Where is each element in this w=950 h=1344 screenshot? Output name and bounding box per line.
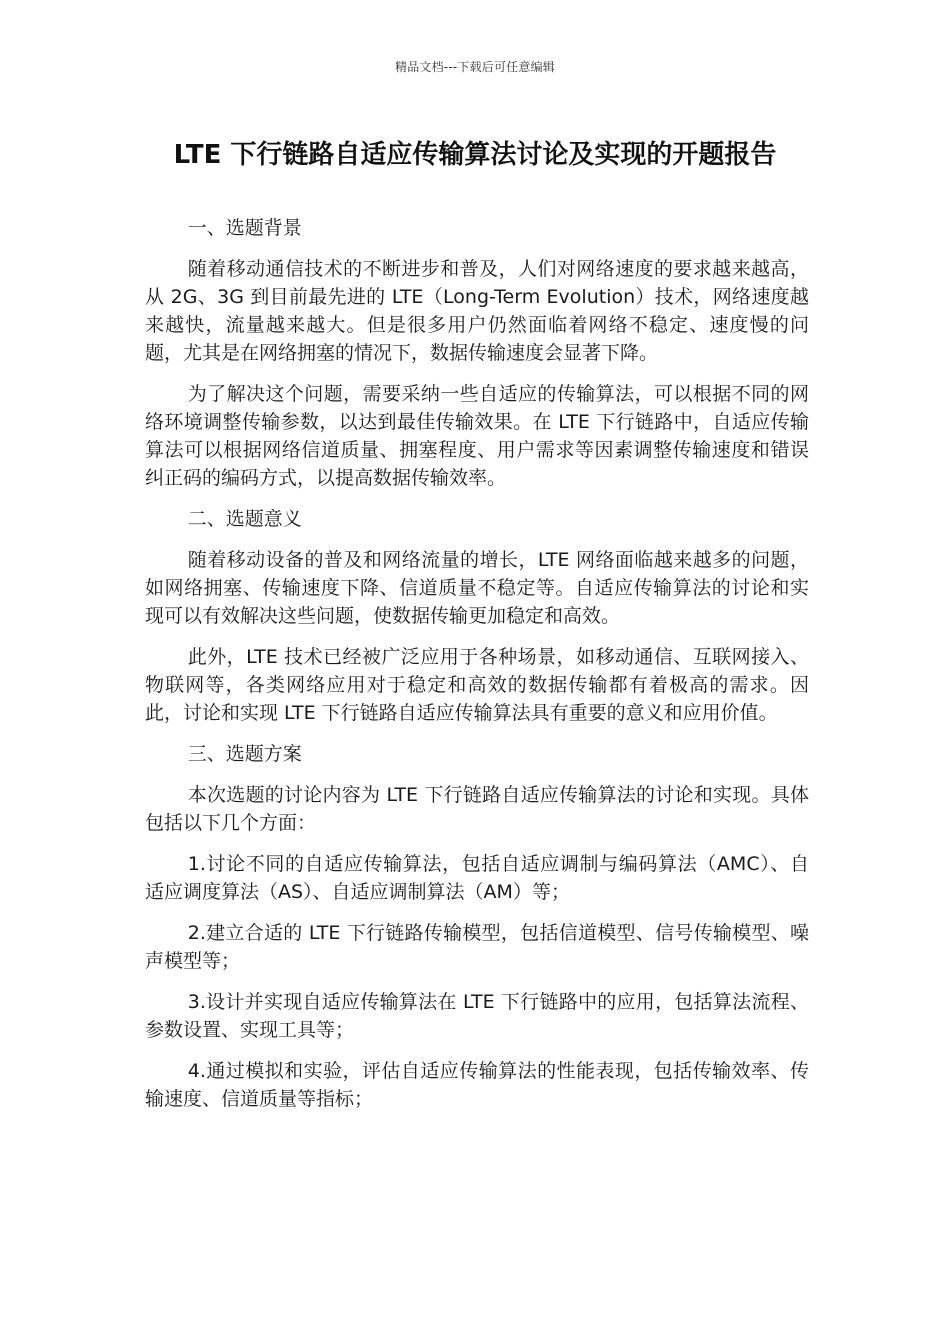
section-heading-significance: 二、选题意义 [187,508,302,530]
list-item: 4.通过模拟和实验，评估自适应传输算法的性能表现，包括传输效率、传输速度、信道质量等指标； [145,1060,809,1110]
paragraph: 随着移动通信技术的不断进步和普及，人们对网络速度的要求越来越高，从 2G、3G 到目前最先进的 LTE（Long-Term Evolution）技术，网络速度越来越快，流量越来越大。但是很多用户仍然面临着网络不稳定、速度慢的问题，尤其是在网络拥塞的情况下，数据传输速度会显著下降。 [145,258,809,364]
paragraph: 此外，LTE 技术已经被广泛应用于各种场景，如移动通信、互联网接入、物联网等，各类网络应用对于稳定和高效的数据传输都有着极高的需求。因此，讨论和实现 LTE 下行链路自适应传输算法具有重要的意义和应用价值。 [145,646,809,724]
paragraph: 本次选题的讨论内容为 LTE 下行链路自适应传输算法的讨论和实现。具体包括以下几个方面： [145,784,809,834]
section-heading-background: 一、选题背景 [187,217,302,239]
document-body [145,214,809,1126]
list-item: 3.设计并实现自适应传输算法在 LTE 下行链路中的应用，包括算法流程、参数设置、实现工具等； [145,991,809,1041]
section-heading-plan: 三、选题方案 [187,743,302,765]
paragraph: 为了解决这个问题，需要采纳一些自适应的传输算法，可以根据不同的网络环境调整传输参数，以达到最佳传输效果。在 LTE 下行链路中，自适应传输算法可以根据网络信道质量、拥塞程度、用户需求等因素调整传输速度和错误纠正码的编码方式，以提高数据传输效率。 [145,383,809,489]
list-item: 2.建立合适的 LTE 下行链路传输模型，包括信道模型、信号传输模型、噪声模型等； [145,922,809,972]
list-item: 1.讨论不同的自适应传输算法，包括自适应调制与编码算法（AMC）、自适应调度算法（AS）、自适应调制算法（AM）等； [145,853,809,903]
document-title: LTE 下行链路自适应传输算法讨论及实现的开题报告 [173,140,777,170]
header-note: 精品文档---下载后可任意编辑 [395,60,555,74]
paragraph: 随着移动设备的普及和网络流量的增长，LTE 网络面临越来越多的问题，如网络拥塞、传输速度下降、信道质量不稳定等。自适应传输算法的讨论和实现可以有效解决这些问题，使数据传输更加稳定和高效。 [145,549,809,627]
